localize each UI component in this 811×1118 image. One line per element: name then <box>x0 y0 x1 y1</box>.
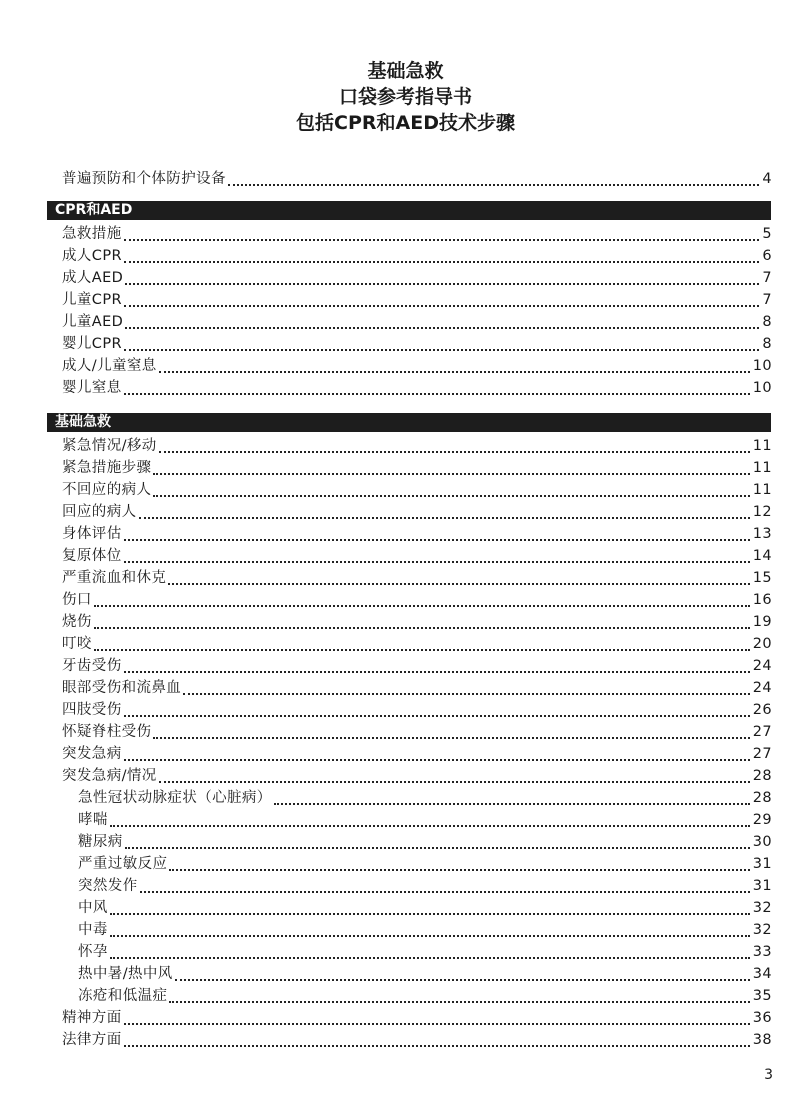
toc-entry[interactable] <box>78 963 772 985</box>
toc-entry-page: 35 <box>752 988 772 1004</box>
toc-entry[interactable] <box>62 545 772 567</box>
dot-leader <box>110 913 750 915</box>
title-line-1: 基础急救 <box>367 60 444 82</box>
dot-leader <box>124 759 750 761</box>
toc-entry-page: 13 <box>752 526 772 542</box>
toc-entry[interactable] <box>78 941 772 963</box>
title-line-3: 包括CPR和AED技术步骤 <box>296 112 515 134</box>
toc-entry[interactable] <box>62 245 772 267</box>
dot-leader <box>94 605 750 607</box>
toc-entry-page: 36 <box>752 1010 772 1026</box>
page-number: 3 <box>764 1067 773 1083</box>
dot-leader <box>153 737 749 739</box>
document-title-block <box>0 58 811 136</box>
toc-entry[interactable] <box>78 787 772 809</box>
dot-leader <box>228 184 759 186</box>
dot-leader <box>124 393 750 395</box>
toc-entry[interactable] <box>62 435 772 457</box>
toc-entry-label: 紧急情况/移动 <box>62 438 157 454</box>
toc-entry-page: 11 <box>752 438 772 454</box>
toc-entry-label: 热中暑/热中风 <box>78 966 173 982</box>
toc-entry[interactable] <box>62 611 772 633</box>
toc-entry-label: 烧伤 <box>62 614 92 630</box>
toc-entry-page: 32 <box>752 922 772 938</box>
toc-entry[interactable] <box>62 743 772 765</box>
dot-leader <box>124 305 759 307</box>
toc-entry-label: 婴儿CPR <box>62 336 122 352</box>
toc-entry-page: 38 <box>752 1032 772 1048</box>
toc-entry-label: 叮咬 <box>62 636 92 652</box>
toc-entry-label: 不回应的病人 <box>62 482 152 498</box>
dot-leader <box>124 671 750 673</box>
toc-entry-page: 7 <box>762 270 772 286</box>
toc-entry[interactable] <box>62 589 772 611</box>
toc-entry-label: 突发急病/情况 <box>62 768 157 784</box>
toc-entry-label: 急救措施 <box>62 226 122 242</box>
dot-leader <box>124 1045 750 1047</box>
dot-leader <box>169 1001 749 1003</box>
toc-entry-label: 儿童AED <box>62 314 124 330</box>
toc-entry[interactable] <box>62 699 772 721</box>
dot-leader <box>159 371 750 373</box>
toc-entry-label: 儿童CPR <box>62 292 122 308</box>
toc-entry-label: 冻疮和低温症 <box>78 988 168 1004</box>
toc-entry[interactable] <box>62 721 772 743</box>
toc-entry-page: 19 <box>752 614 772 630</box>
toc-entry-page: 4 <box>762 171 772 187</box>
toc-entry-label: 糖尿病 <box>78 834 123 850</box>
toc-entry[interactable] <box>62 377 772 399</box>
dot-leader <box>125 283 759 285</box>
dot-leader <box>140 891 750 893</box>
dot-leader <box>139 517 750 519</box>
dot-leader <box>124 261 759 263</box>
toc-entry[interactable] <box>62 765 772 787</box>
toc-entry[interactable] <box>62 677 772 699</box>
toc-entry-page: 24 <box>752 680 772 696</box>
toc-entry-page: 11 <box>752 482 772 498</box>
toc-entry[interactable] <box>62 1029 772 1051</box>
dot-leader <box>124 239 760 241</box>
toc-entry-label: 紧急措施步骤 <box>62 460 152 476</box>
section-heading: CPR和AED <box>47 201 771 220</box>
toc-entry-label: 伤口 <box>62 592 92 608</box>
toc-entry-page: 20 <box>752 636 772 652</box>
toc-entry-page: 5 <box>762 226 772 242</box>
toc-entry-label: 回应的病人 <box>62 504 137 520</box>
toc-entry[interactable] <box>78 875 772 897</box>
toc-entry[interactable] <box>62 501 772 523</box>
dot-leader <box>110 825 750 827</box>
toc-entry-label: 中毒 <box>78 922 108 938</box>
dot-leader <box>169 869 749 871</box>
toc-entry[interactable] <box>62 567 772 589</box>
toc-entry-page: 27 <box>752 724 772 740</box>
toc-entry-label: 中风 <box>78 900 108 916</box>
toc-entry[interactable] <box>78 919 772 941</box>
toc-entry-page: 14 <box>752 548 772 564</box>
toc-entry-page: 6 <box>762 248 772 264</box>
dot-leader <box>124 349 759 351</box>
toc-entry[interactable] <box>78 809 772 831</box>
toc-entry-label: 成人AED <box>62 270 124 286</box>
toc-entry-label: 怀孕 <box>78 944 108 960</box>
toc-entry-label: 身体评估 <box>62 526 122 542</box>
toc-entry-label: 怀疑脊柱受伤 <box>62 724 152 740</box>
toc-entry-label: 成人/儿童窒息 <box>62 358 157 374</box>
dot-leader <box>125 327 759 329</box>
toc-entry-page: 29 <box>752 812 772 828</box>
toc-entry[interactable] <box>78 853 772 875</box>
toc-entry-label: 突然发作 <box>78 878 138 894</box>
dot-leader <box>168 583 749 585</box>
toc-entry-page: 12 <box>752 504 772 520</box>
toc-entry-intro[interactable] <box>62 168 772 190</box>
toc-entry[interactable] <box>62 457 772 479</box>
toc-entry-page: 28 <box>752 790 772 806</box>
toc-entry-page: 32 <box>752 900 772 916</box>
dot-leader <box>159 781 750 783</box>
toc-entry[interactable] <box>62 479 772 501</box>
toc-entry-page: 8 <box>762 336 772 352</box>
toc-entry-page: 34 <box>752 966 772 982</box>
toc-entry-page: 8 <box>762 314 772 330</box>
toc-entry-page: 10 <box>752 380 772 396</box>
toc-entry-label: 突发急病 <box>62 746 122 762</box>
toc-entry-page: 15 <box>752 570 772 586</box>
toc-entry-label: 牙齿受伤 <box>62 658 122 674</box>
toc-entry[interactable] <box>62 633 772 655</box>
toc-entry-label: 精神方面 <box>62 1010 122 1026</box>
toc-entry-page: 30 <box>752 834 772 850</box>
dot-leader <box>175 979 750 981</box>
dot-leader <box>110 935 750 937</box>
toc-entry[interactable] <box>62 289 772 311</box>
toc-entry-page: 24 <box>752 658 772 674</box>
toc-entry-page: 16 <box>752 592 772 608</box>
toc-entry[interactable] <box>78 985 772 1007</box>
toc-entry-label: 严重流血和休克 <box>62 570 167 586</box>
toc-entry-label: 严重过敏反应 <box>78 856 168 872</box>
toc-entry-label: 复原体位 <box>62 548 122 564</box>
toc-entry[interactable] <box>62 1007 772 1029</box>
toc-entry-page: 31 <box>752 878 772 894</box>
toc-entry[interactable] <box>62 655 772 677</box>
toc-entry-label: 哮喘 <box>78 812 108 828</box>
dot-leader <box>159 451 750 453</box>
dot-leader <box>124 561 750 563</box>
toc-entry-label: 眼部受伤和流鼻血 <box>62 680 182 696</box>
toc-entry-label: 普遍预防和个体防护设备 <box>62 171 226 187</box>
toc-entry-label: 法律方面 <box>62 1032 122 1048</box>
toc-entry[interactable] <box>62 355 772 377</box>
toc-entry[interactable] <box>78 897 772 919</box>
toc-entry-page: 11 <box>752 460 772 476</box>
toc-entry-page: 27 <box>752 746 772 762</box>
dot-leader <box>110 957 750 959</box>
dot-leader <box>125 847 750 849</box>
dot-leader <box>153 473 749 475</box>
dot-leader <box>94 627 750 629</box>
toc-entry[interactable] <box>62 223 772 245</box>
toc-entry-label: 婴儿窒息 <box>62 380 122 396</box>
toc-entry-page: 26 <box>752 702 772 718</box>
toc-entry-page: 7 <box>762 292 772 308</box>
dot-leader <box>124 539 750 541</box>
toc-entry-page: 10 <box>752 358 772 374</box>
toc-entry[interactable] <box>62 311 772 333</box>
toc-entry[interactable] <box>62 333 772 355</box>
dot-leader <box>94 649 750 651</box>
toc-entry-page: 33 <box>752 944 772 960</box>
dot-leader <box>153 495 749 497</box>
toc-entry-label: 四肢受伤 <box>62 702 122 718</box>
dot-leader <box>124 715 750 717</box>
section-heading: 基础急救 <box>47 413 771 432</box>
toc-entry-page: 31 <box>752 856 772 872</box>
toc-entry-page: 28 <box>752 768 772 784</box>
toc-entry-label: 急性冠状动脉症状（心脏病） <box>78 790 272 806</box>
dot-leader <box>124 1023 750 1025</box>
title-line-2: 口袋参考指导书 <box>338 86 472 108</box>
dot-leader <box>274 803 750 805</box>
toc-entry-label: 成人CPR <box>62 248 122 264</box>
toc-entry[interactable] <box>62 267 772 289</box>
toc-entry[interactable] <box>78 831 772 853</box>
dot-leader <box>183 693 750 695</box>
toc-entry[interactable] <box>62 523 772 545</box>
